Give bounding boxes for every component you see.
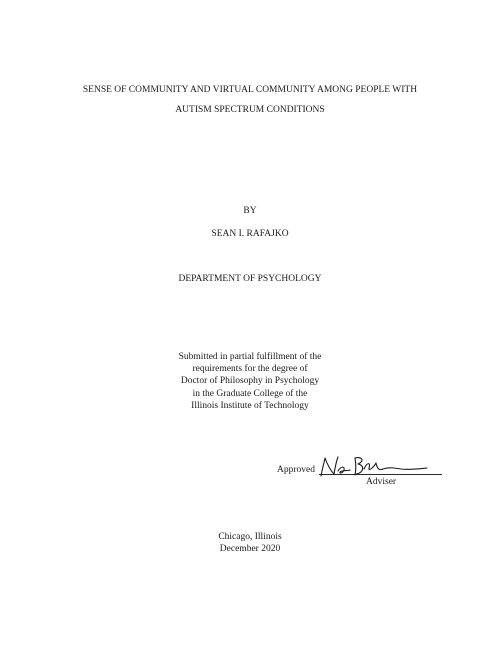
submission-date: December 2020: [219, 544, 281, 554]
thesis-title-line-1: SENSE OF COMMUNITY AND VIRTUAL COMMUNITY AMONG PEOPLE WITH: [82, 85, 418, 95]
author-name: SEAN I. RAFAJKO: [211, 229, 289, 239]
department-name: DEPARTMENT OF PSYCHOLOGY: [178, 274, 322, 284]
submission-line-5: Illinois Institute of Technology: [191, 400, 309, 411]
thesis-title-line-2: AUTISM SPECTRUM CONDITIONS: [175, 105, 325, 115]
by-label: BY: [243, 206, 257, 216]
approved-label: Approved: [277, 465, 315, 475]
submission-statement: [0, 351, 500, 412]
submission-line-2: requirements for the degree of: [192, 364, 308, 375]
location: Chicago, Illinois: [218, 532, 282, 542]
submission-line-1: Submitted in partial fulfillment of the: [178, 352, 322, 362]
approval-block: [277, 458, 447, 490]
submission-line-4: in the Graduate College of the: [192, 388, 308, 399]
submission-line-3: Doctor of Philosophy in Psychology: [180, 376, 320, 387]
adviser-label: Adviser: [366, 477, 397, 487]
